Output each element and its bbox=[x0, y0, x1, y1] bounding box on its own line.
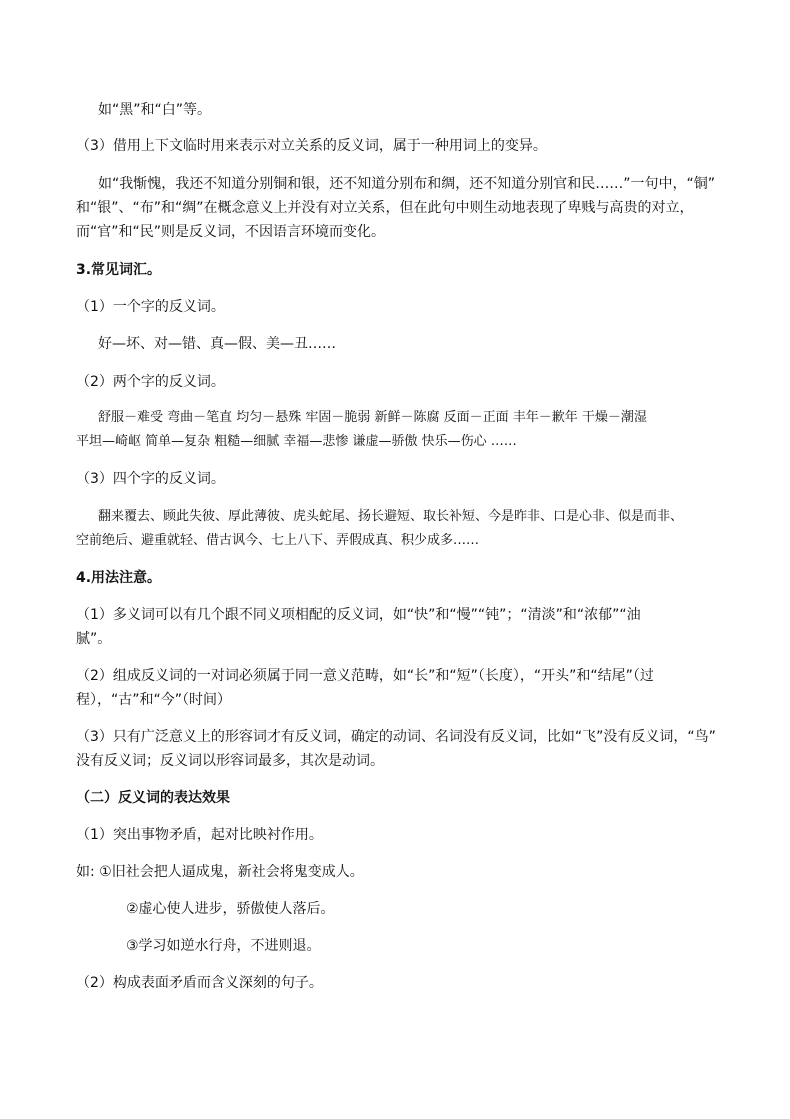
heading-common-vocabulary: 3.常见词汇。 bbox=[76, 262, 162, 278]
two-char-heading: （2）两个字的反义词。 bbox=[76, 374, 225, 390]
note-1-line-2: 腻”。 bbox=[76, 631, 112, 647]
section-expressive-effect: （二）反义词的表达效果 bbox=[76, 790, 230, 806]
effect-1-example-1: 如: ①旧社会把人逼成鬼，新社会将鬼变成人。 bbox=[76, 864, 364, 880]
effect-1-example-3: ③学习如逆水行舟，不进则退。 bbox=[126, 938, 321, 954]
example-paragraph-line-1: 如“我惭愧，我还不知道分别铜和银，还不知道分别布和绸，还不知道分别官和民……”一句中，“铜” bbox=[98, 176, 716, 192]
single-char-examples: 好—坏、对—错、真—假、美—丑…… bbox=[98, 336, 336, 352]
example-black-white: 如“黑”和“白”等。 bbox=[98, 102, 212, 118]
four-char-heading: （3）四个字的反义词。 bbox=[76, 471, 225, 487]
note-1-line-1: （1）多义词可以有几个跟不同义项相配的反义词，如“快”和“慢”“钝”；“清淡”和“浓郁”“油 bbox=[76, 607, 641, 623]
effect-1-heading: （1）突出事物矛盾，起对比映衬作用。 bbox=[76, 827, 323, 843]
two-char-examples-line-1: 舒服－难受 弯曲－笔直 均匀－悬殊 牢固－脆弱 新鲜－陈腐 反面－正面 丰年－歉年 干燥－潮湿 bbox=[98, 410, 647, 425]
heading-usage-notes: 4.用法注意。 bbox=[76, 570, 162, 586]
note-3-line-2: 没有反义词；反义词以形容词最多，其次是动词。 bbox=[76, 753, 384, 769]
effect-1-example-2: ②虚心使人进步，骄傲使人落后。 bbox=[126, 901, 335, 917]
four-char-examples-line-1: 翻来覆去、顾此失彼、厚此薄彼、虎头蛇尾、扬长避短、取长补短、今是昨非、口是心非、似是而非、 bbox=[98, 509, 684, 524]
example-paragraph-line-2: 和“银”、“布”和“绸”在概念意义上并没有对立关系，但在此句中则生动地表现了卑贱与高贵的对立， bbox=[76, 200, 694, 216]
note-2-line-1: （2）组成反义词的一对词必须属于同一意义范畴，如“长”和“短”（长度），“开头”和“结尾”（过 bbox=[76, 668, 654, 684]
point-3-borrowed-antonyms: （3）借用上下文临时用来表示对立关系的反义词，属于一种用词上的变异。 bbox=[76, 138, 547, 154]
four-char-examples-line-2: 空前绝后、避重就轻、借古讽今、七上八下、弄假成真、积少成多…… bbox=[76, 533, 480, 548]
single-char-heading: （1）一个字的反义词。 bbox=[76, 299, 225, 315]
effect-2-heading: （2）构成表面矛盾而含义深刻的句子。 bbox=[76, 975, 323, 991]
note-3-line-1: （3）只有广泛意义上的形容词才有反义词，确定的动词、名词没有反义词，比如“飞”没有反义词，“鸟” bbox=[76, 729, 716, 745]
two-char-examples-line-2: 平坦—崎岖 简单—复杂 粗糙—细腻 幸福—悲惨 谦虚—骄傲 快乐—伤心 …… bbox=[76, 434, 517, 449]
example-paragraph-line-3: 而“官”和“民”则是反义词，不因语言环境而变化。 bbox=[76, 224, 386, 240]
note-2-line-2: 程），“古”和“今”（时间） bbox=[76, 692, 232, 708]
